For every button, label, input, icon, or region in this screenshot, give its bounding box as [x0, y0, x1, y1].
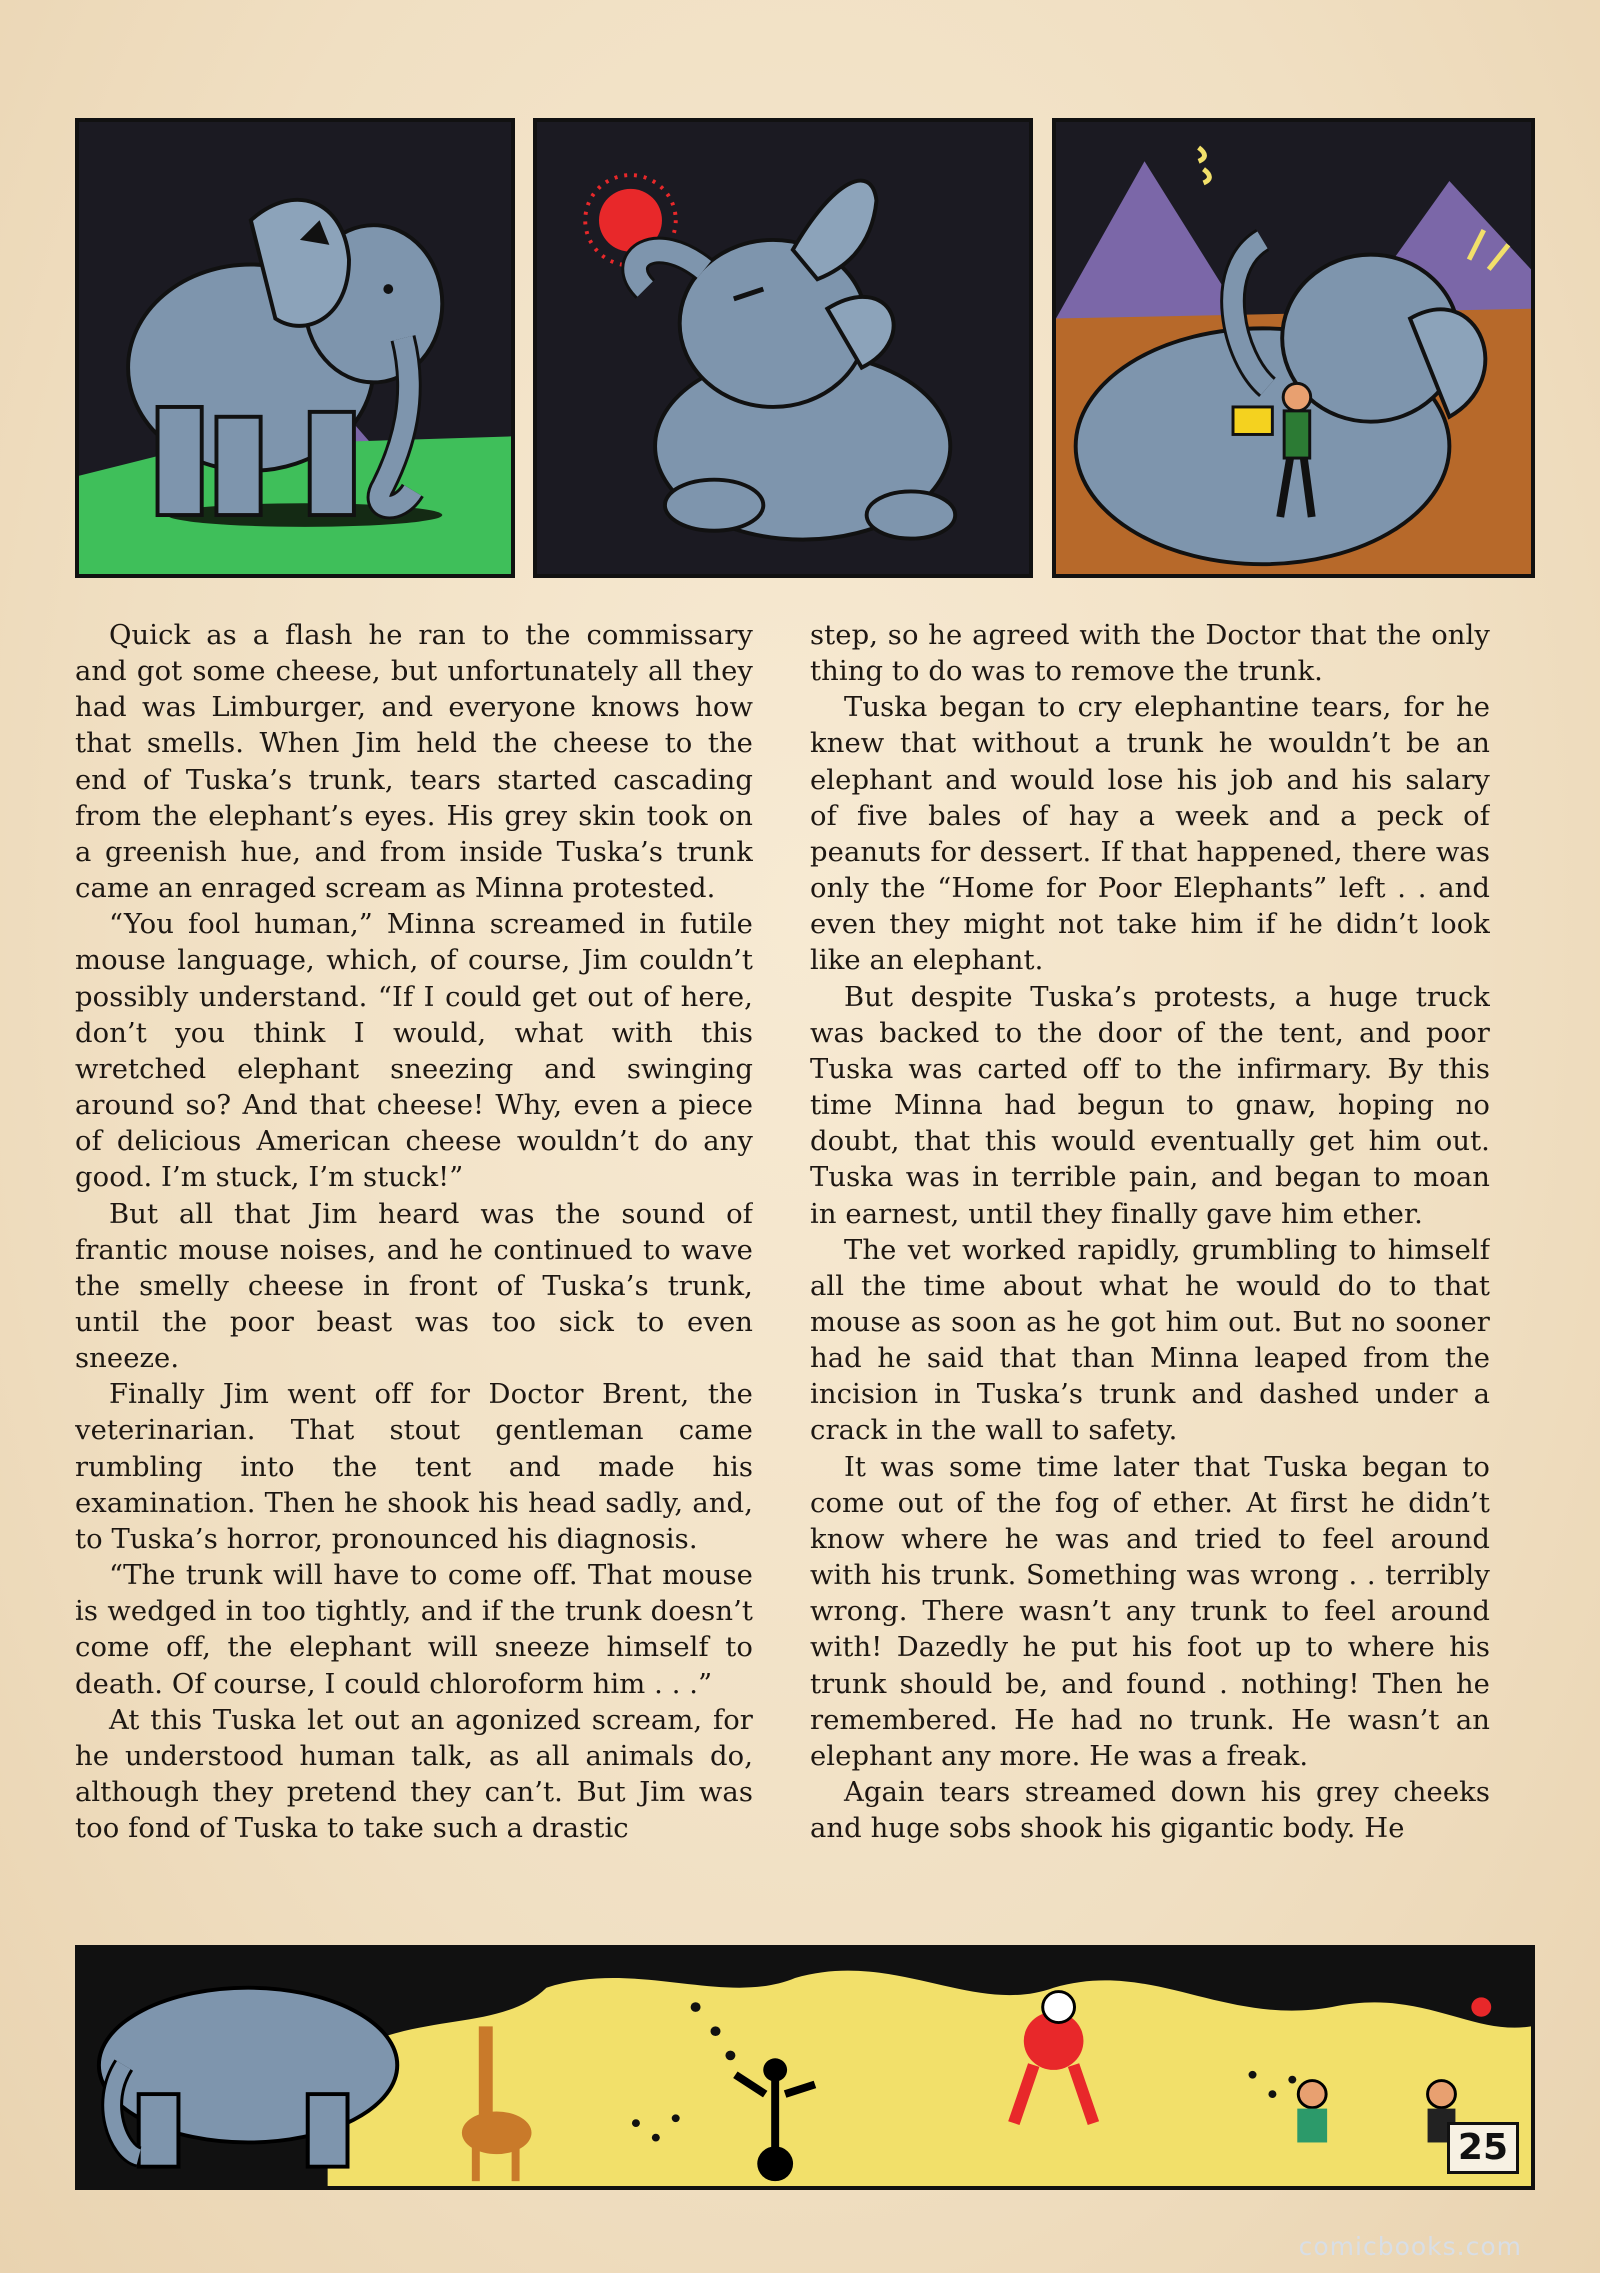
elephant-standing-illustration: [79, 122, 511, 574]
circus-parade-illustration: [79, 1949, 1531, 2186]
panel-jim-with-cheese: [1052, 118, 1535, 578]
story-column-left: [75, 618, 753, 1928]
story-paragraph: Quick as a flash he ran to the commissary and got some cheese, but unfortunately all they had was Limburger, and everyone knows how that smells. When Jim held the cheese to the end of Tuska’s trunk, tears started cascading from the elephant’s eyes. His grey skin took on a greenish hue, and from inside Tuska’s trunk came an enraged scream as Minna protested.: [75, 620, 753, 905]
story-paragraph: The vet worked rapidly, grumbling to himself all the time about what he would do to that mouse as soon as he got him out. But no sooner had he said that than Minna leaped from the incision in Tuska’s trunk and dashed under a crack in the wall to safety.: [810, 1234, 1490, 1447]
story-paragraph: But all that Jim heard was the sound of frantic mouse noises, and he continued to wave the smelly cheese in front of Tuska’s trunk, until the poor beast was too sick to even sneeze.: [75, 1198, 753, 1375]
story-paragraph: Tuska began to cry elephantine tears, for he knew that without a trunk he wouldn’t be an elephant and would lose his job and his salary of five bales of hay a week and a peck of peanuts for dessert. If that happened, there was only the “Home for Poor Elephants” left . . and even they might not take him if he didn’t look like an elephant.: [810, 692, 1490, 977]
story-paragraph: At this Tuska let out an agonized scream, for he understood human talk, as all animals do, although they pretend they can’t. But Jim was too fond of Tuska to take such a drastic: [75, 1704, 753, 1845]
panel-elephant-sneezing: [533, 118, 1033, 578]
jim-cheese-illustration: [1056, 122, 1531, 574]
story-paragraph: Finally Jim went off for Doctor Brent, the veterinarian. That stout gentleman came rumbling into the tent and made his examination. Then he shook his head sadly, and, to Tuska’s horror, pronounced his diagnosis.: [75, 1379, 753, 1555]
story-paragraph: Again tears streamed down his grey cheeks and huge sobs shook his gigantic body. He: [810, 1777, 1490, 1845]
story-paragraph: It was some time later that Tuska began to come out of the fog of ether. At first he didn’t know where he was and tried to feel around with his trunk. Something was wrong . . terribly wrong. There wasn’t any trunk to feel around with! Dazedly he put his foot up to where his trunk should be, and found . nothing! Then he remembered. He had no trunk. He wasn’t an elephant any more. He was a freak.: [810, 1451, 1490, 1772]
story-paragraph: But despite Tuska’s protests, a huge truck was backed to the door of the tent, and poor Tuska was carted off to the infirmary. By this time Minna had begun to gnaw, hoping no doubt, that this would eventually get him out. Tuska was in terrible pain, and began to moan in earnest, until they finally gave him ether.: [810, 981, 1490, 1230]
story-column-right: [810, 618, 1490, 1928]
story-paragraph: step, so he agreed with the Doctor that the only thing to do was to remove the trunk.: [810, 620, 1490, 688]
story-paragraph: “The trunk will have to come off. That mouse is wedged in too tightly, and if the trunk doesn’t come off, the elephant will sneeze himself to death. Of course, I could chloroform him . . .”: [75, 1560, 753, 1700]
elephant-sneezing-illustration: [537, 122, 1029, 574]
watermark: comicbooks.com: [1298, 2232, 1522, 2261]
page-number: 25: [1447, 2122, 1519, 2174]
circus-parade-strip: [75, 1945, 1535, 2190]
panel-elephant-standing: [75, 118, 515, 578]
story-paragraph: “You fool human,” Minna screamed in futile mouse language, which, of course, Jim couldn’t possibly understand. “If I could get out of here, don’t you think I would, what with this wretched elephant sneezing and swinging around so? And that cheese! Why, even a piece of delicious American cheese wouldn’t do any good. I’m stuck, I’m stuck!”: [75, 909, 753, 1194]
